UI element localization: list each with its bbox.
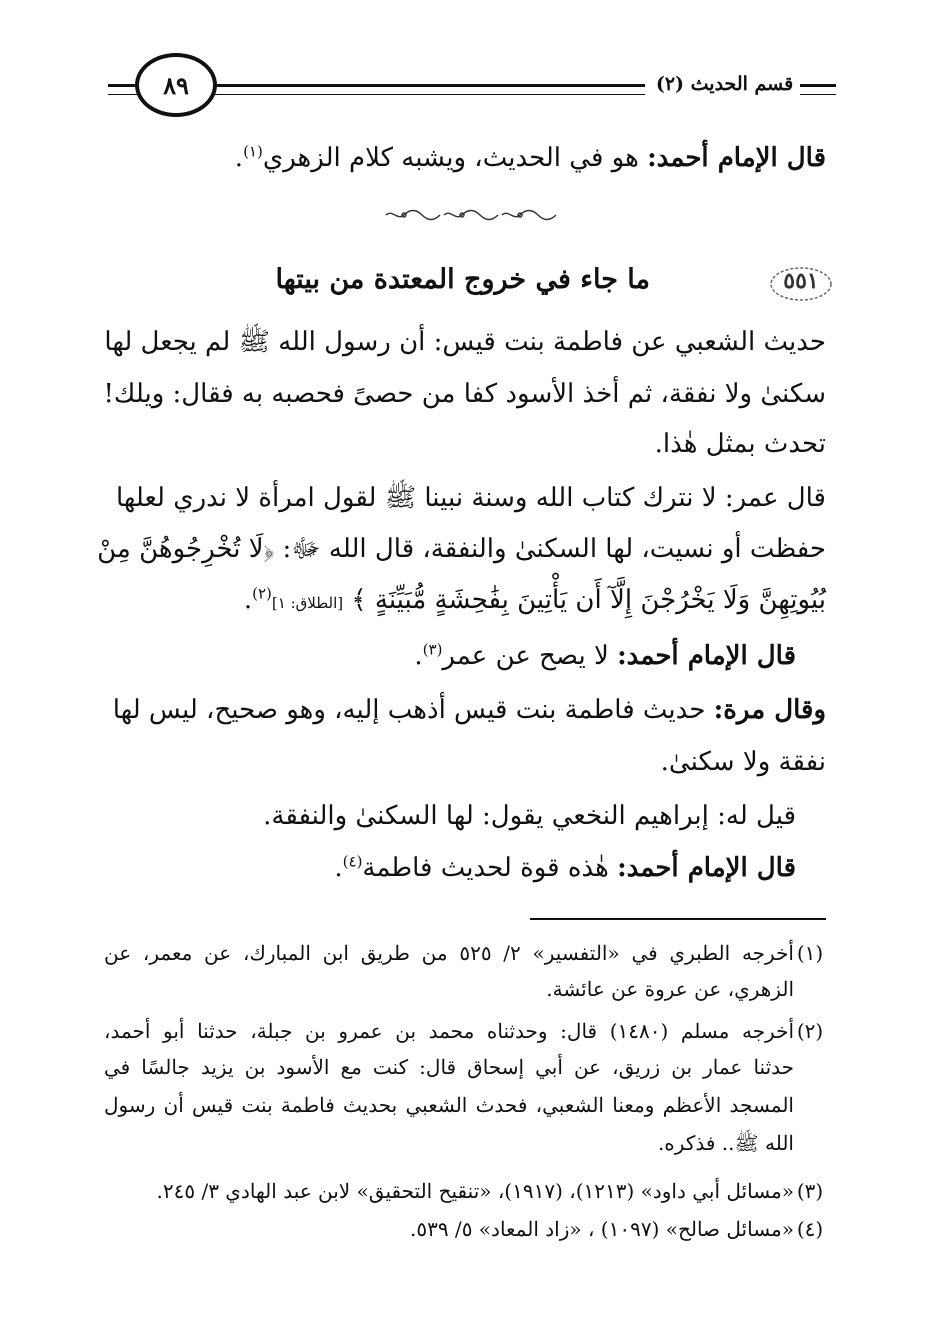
speaker: وقال مرة: bbox=[713, 695, 826, 725]
period: . bbox=[243, 585, 253, 615]
footnote-ref: (٣) bbox=[422, 640, 443, 659]
footnote-number: (٢) bbox=[796, 1019, 824, 1043]
body-line-4: قال عمر: لا نترك كتاب الله وسنة نبينا ﷺ لقول امرأة لا ندري لعلها bbox=[116, 483, 826, 513]
footnote-ref: (١) bbox=[243, 142, 263, 161]
body-line-2: سكنىٰ ولا نفقة، ثم أخذ الأسود كفا من حصىً فحصبه به فقال: ويلك! bbox=[103, 379, 826, 409]
section-title: ما جاء في خروج المعتدة من بيتها bbox=[275, 264, 650, 295]
footnote-separator bbox=[530, 918, 826, 920]
quran-verse-line bbox=[244, 580, 826, 623]
quran-verse: بُيُوتِهِنَّ وَلَا يَخْرُجْنَ إِلَّآ أَن يَأْتِينَ بِفَٰحِشَةٍ مُّبَيِّنَةٍ ﴾ bbox=[351, 585, 826, 615]
footnote-line: الله ﷺ.. فذكره. bbox=[657, 1131, 794, 1155]
body-line-5: حفظت أو نسيت، لها السكنىٰ والنفقة، قال الله ﷻ: ﴿لَا تُخْرِجُوهُنَّ مِنْ bbox=[97, 534, 826, 564]
footnote-line: أخرجه الطبري في «التفسير» ٢/ ٥٢٥ من طريق ابن المبارك، عن معمر، عن bbox=[104, 941, 794, 965]
speaker: قال الإمام أحمد: bbox=[647, 143, 826, 173]
footnote-number: (١) bbox=[796, 941, 824, 965]
footnote-line: حدثنا عمار بن زريق، عن أبي إسحاق قال: كنت مع الأسود بن يزيد جالسًا في bbox=[104, 1055, 794, 1079]
page-number: ٨٩ bbox=[163, 70, 189, 100]
footnote-ref: (٤) bbox=[342, 852, 363, 871]
section-number: ٥٥١ bbox=[783, 268, 819, 294]
footnote-number: (٤) bbox=[796, 1217, 824, 1241]
quote-3 bbox=[112, 690, 826, 730]
running-title: قسم الحديث (٢) bbox=[655, 73, 794, 95]
quote-text: حديث فاطمة بنت قيس أذهب إليه، وهو صحيح، ليس لها bbox=[112, 695, 706, 725]
quote-text: هٰذه قوة لحديث فاطمة bbox=[362, 853, 609, 883]
quote-text: هو في الحديث، ويشبه كلام الزهري bbox=[262, 143, 639, 173]
footnote-number: (٣) bbox=[796, 1179, 824, 1203]
footnote-line: المسجد الأعظم ومعنا الشعبي، فحدث الشعبي بحديث فاطمة بنت قيس أن رسول bbox=[104, 1093, 794, 1117]
quote-2 bbox=[414, 636, 796, 676]
top-quote bbox=[235, 138, 826, 178]
period: . bbox=[414, 641, 423, 671]
quote-text: لا يصح عن عمر bbox=[442, 641, 609, 671]
page-number-badge bbox=[135, 53, 217, 117]
quote-4: قيل له: إبراهيم النخعي يقول: لها السكنىٰ والنفقة. bbox=[263, 801, 796, 831]
header-rule-right bbox=[800, 84, 836, 95]
footnote-line: الزهري، عن عروة عن عائشة. bbox=[546, 977, 794, 1001]
ornament-divider-icon bbox=[382, 208, 560, 222]
footnote-line: «مسائل أبي داود» (١٢١٣)، (١٩١٧)، «تنقيح التحقيق» لابن عبد الهادي ٣/ ٢٤٥. bbox=[156, 1179, 794, 1203]
body-line-3: تحدث بمثل هٰذا. bbox=[654, 429, 826, 459]
footnote-ref: (٢) bbox=[252, 584, 272, 603]
verse-citation: [الطلاق: ١] bbox=[271, 594, 344, 612]
quote-3-continued: نفقة ولا سكنىٰ. bbox=[660, 747, 826, 777]
quote-5 bbox=[334, 848, 796, 888]
footnote-line: أخرجه مسلم (١٤٨٠) قال: وحدثناه محمد بن عمرو بن جبلة، حدثنا أبو أحمد، bbox=[104, 1019, 795, 1043]
header-rule-middle bbox=[205, 84, 645, 95]
body-line-1: حديث الشعبي عن فاطمة بنت قيس: أن رسول الله ﷺ لم يجعل لها bbox=[104, 327, 826, 357]
speaker: قال الإمام أحمد: bbox=[617, 641, 796, 671]
period: . bbox=[234, 143, 244, 173]
period: . bbox=[334, 853, 343, 883]
speaker: قال الإمام أحمد: bbox=[617, 853, 796, 883]
footnote-line: «مسائل صالح» (١٠٩٧) ، «زاد المعاد» ٥/ ٥٣٩. bbox=[409, 1217, 794, 1241]
